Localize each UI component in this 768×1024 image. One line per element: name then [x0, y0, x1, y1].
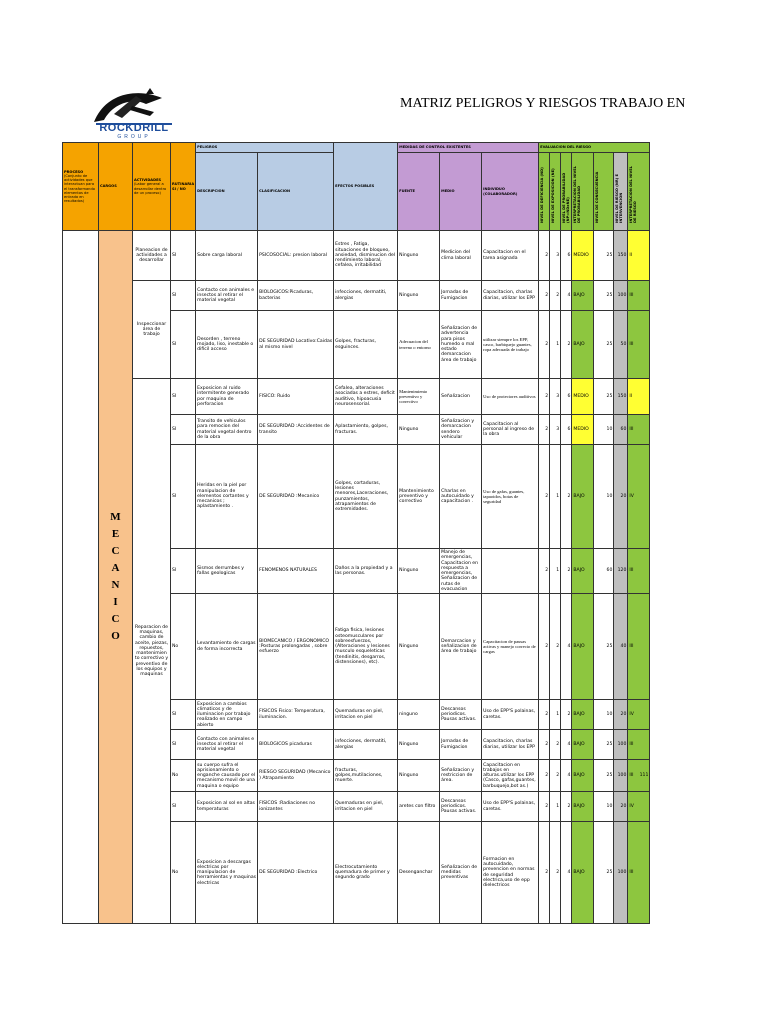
interp-np-cell: BAJO: [572, 594, 594, 700]
medio-cell: Demarcacion y señalizacion de área de trabajo: [440, 594, 482, 700]
rutinaria-cell: SI: [171, 379, 196, 415]
descripcion-cell: Exposicion a descargas electricas por manipulacion de herramientas y maquinas electricas: [196, 822, 258, 924]
fuente-cell: Ninguno: [398, 594, 440, 700]
fuente-cell: Adecuacion del terreno o entorno: [398, 311, 440, 379]
risk-matrix-table: [62, 142, 650, 924]
medio-cell: Descansos periodicos. Pausas activas.: [440, 792, 482, 822]
table-row: [63, 379, 650, 415]
medio-cell: Señalizacion de advertencia para pisos humedo o mal estado demarcacion área de trabajo: [440, 311, 482, 379]
interp-np-cell: BAJO: [572, 311, 594, 379]
nc-cell: 25: [594, 281, 614, 311]
individuo-cell: Capacitacion, charlas diarias, utilizar los EPP: [482, 730, 539, 760]
efectos-cell: fracturas, golpes,mutilaciones, muerte.: [334, 760, 398, 792]
fuente-cell: Mantenimiento preventivo y correctivo: [398, 379, 440, 415]
ne-cell: 2: [550, 822, 561, 924]
header-individuo: INDIVIDUO (COLABORADOR): [482, 153, 539, 231]
np-cell: 2: [561, 792, 572, 822]
interp-np-cell: BAJO: [572, 730, 594, 760]
individuo-cell: Capacitacion de pausas activas y manejo correcto de cargas: [482, 594, 539, 700]
efectos-cell: Cefalea, alteraciones asociadas a estres, deficit auditivo, hipoacusia neurosensorial.: [334, 379, 398, 415]
efectos-cell: Golpes, cortaduras, lesiones menores,Laceraciones, punzamientos, atrapamientos de extremidades.: [334, 445, 398, 549]
descripcion-cell: Sobre carga laboral: [196, 231, 258, 281]
header-nc: NIVEL DE CONSECUENCIA: [594, 153, 614, 231]
fuente-cell: Ninguno: [398, 549, 440, 594]
individuo-cell: Uso de gafas, guantes, tapaoidos, botas de seguridad: [482, 445, 539, 549]
efectos-cell: Daños a la propiedad y a las personas.: [334, 549, 398, 594]
table-row: [63, 281, 650, 311]
interp-nr-cell: III: [628, 281, 650, 311]
header-efectos: EFECTOS POSIBLES: [334, 143, 398, 231]
clasificacion-cell: FENOMENOS NATURALES: [258, 549, 334, 594]
clasificacion-cell: FISICOS Fisico: Temperatura, iluminacion.: [258, 700, 334, 730]
interp-nr-cell: III: [628, 415, 650, 445]
header-interp-np: INTERPRETACION DEL NIVEL DE PROBABILIDAD: [572, 153, 594, 231]
ne-cell: 1: [550, 792, 561, 822]
rutinaria-cell: SI: [171, 700, 196, 730]
interp-np-cell: MEDIO: [572, 415, 594, 445]
interp-nr-cell: II: [628, 379, 650, 415]
rutinaria-cell: SI: [171, 792, 196, 822]
fuente-cell: Ninguno: [398, 231, 440, 281]
nr-cell: 150: [614, 379, 628, 415]
nr-cell: 100: [614, 760, 628, 792]
nd-cell: 2: [539, 415, 550, 445]
nc-cell: 25: [594, 311, 614, 379]
medio-cell: Jornadas de Fumigacion: [440, 730, 482, 760]
clasificacion-cell: DE SEGURIDAD :Accidentes de transito: [258, 415, 334, 445]
nd-cell: 2: [539, 760, 550, 792]
header-proceso: PROCESO (Conjunto de actividades que interactuan para el transformando elementos de entrada en resultados): [63, 143, 99, 231]
nc-cell: 25: [594, 730, 614, 760]
np-cell: 4: [561, 822, 572, 924]
interp-nr-cell: IV: [628, 445, 650, 549]
nr-cell: 20: [614, 700, 628, 730]
interp-nr-cell: III: [628, 822, 650, 924]
nc-cell: 10: [594, 445, 614, 549]
rutinaria-cell: SI: [171, 281, 196, 311]
clasificacion-cell: RIESGO SEGURIDAD (Mecanico ) Atrapamiento: [258, 760, 334, 792]
ne-cell: 2: [550, 281, 561, 311]
header-rutinaria: RUTINARIA SI / NO: [171, 143, 196, 231]
nr-cell: 50: [614, 311, 628, 379]
individuo-cell: Uso de EPP'S polainas, caretas.: [482, 792, 539, 822]
header-ne: NIVEL DE EXPOSICION (NE): [550, 153, 561, 231]
clasificacion-cell: FISICOS :Radiaciones no ionizantes: [258, 792, 334, 822]
nr-cell: 100: [614, 822, 628, 924]
nd-cell: 2: [539, 281, 550, 311]
np-cell: 2: [561, 549, 572, 594]
nd-cell: 2: [539, 594, 550, 700]
nc-cell: 10: [594, 792, 614, 822]
nd-cell: 2: [539, 730, 550, 760]
np-cell: 4: [561, 281, 572, 311]
descripcion-cell: su cuerpo sufra el aprisionamiento o enganche causado por el mecanismo movil de una maquina o equipo: [196, 760, 258, 792]
nc-cell: 10: [594, 700, 614, 730]
nd-cell: 2: [539, 792, 550, 822]
efectos-cell: Electrocutamiento quemadura de primer y segundo grado: [334, 822, 398, 924]
nc-cell: 25: [594, 822, 614, 924]
interp-np-cell: BAJO: [572, 445, 594, 549]
ne-cell: 2: [550, 760, 561, 792]
header-medio: MEDIO: [440, 153, 482, 231]
nc-cell: 25: [594, 594, 614, 700]
interp-np-cell: BAJO: [572, 549, 594, 594]
fuente-cell: Ninguno: [398, 760, 440, 792]
nd-cell: 2: [539, 311, 550, 379]
np-cell: 2: [561, 445, 572, 549]
efectos-cell: infecciones, dermatiti, alergias: [334, 730, 398, 760]
nd-cell: 2: [539, 231, 550, 281]
nd-cell: 2: [539, 700, 550, 730]
nr-cell: 100: [614, 281, 628, 311]
efectos-cell: Estres , Fatiga, situaciones de bloqueo, ansiedad, disminucion del rendimiento laboral, cefalea, irritabilidad: [334, 231, 398, 281]
interp-nr-cell: III: [628, 594, 650, 700]
ne-cell: 1: [550, 700, 561, 730]
logo-text: ROCKDRILL: [99, 122, 169, 134]
clasificacion-cell: PSICOSOCIAL: presion laboral: [258, 231, 334, 281]
nr-cell: 40: [614, 594, 628, 700]
descripcion-cell: Desorden , terreno mojado, liso, inestable o dificil acceso: [196, 311, 258, 379]
interp-np-cell: BAJO: [572, 792, 594, 822]
header-interp-nr: INTERPRETACION DEL NIVEL DE RIESGO: [628, 153, 650, 231]
interp-np-cell: BAJO: [572, 760, 594, 792]
header-np: NIVEL DE PROBABILIDAD (NP=NDxNE): [561, 153, 572, 231]
nr-cell: 120: [614, 549, 628, 594]
fuente-cell: aretes con filtro: [398, 792, 440, 822]
rutinaria-cell: SI: [171, 311, 196, 379]
ne-cell: 3: [550, 415, 561, 445]
individuo-cell: Uso de protectores auditivos: [482, 379, 539, 415]
interp-nr-cell: [628, 760, 650, 792]
rutinaria-cell: No: [171, 594, 196, 700]
descripcion-cell: Levantamiento de cargas de forma incorrecta: [196, 594, 258, 700]
descripcion-cell: Contacto con animales e insectos al retirar el material vegetal: [196, 281, 258, 311]
np-cell: 6: [561, 415, 572, 445]
extra-value: 111: [639, 773, 649, 779]
fuente-cell: Ninguno: [398, 281, 440, 311]
descripcion-cell: Transito de vehiculos para remocion del material vegetal dentro de la obra: [196, 415, 258, 445]
medio-cell: Señalizacion de medidas preventivas: [440, 822, 482, 924]
nc-cell: 25: [594, 231, 614, 281]
nd-cell: 2: [539, 549, 550, 594]
descripcion-cell: Exposicion al ruido intermitente generado por maquina de perforacion: [196, 379, 258, 415]
header-clasificacion: CLASIFICACION: [258, 153, 334, 231]
medio-cell: Descansos periodicos. Pausas activas.: [440, 700, 482, 730]
nr-cell: 100: [614, 730, 628, 760]
rutinaria-cell: SI: [171, 231, 196, 281]
descripcion-cell: Exposicion al sol en altas temperaturas: [196, 792, 258, 822]
rutinaria-cell: SI: [171, 549, 196, 594]
np-cell: 2: [561, 311, 572, 379]
rutinaria-cell: SI: [171, 730, 196, 760]
clasificacion-cell: DE SEGURIDAD :Mecanico: [258, 445, 334, 549]
medio-cell: Jornadas de Fumigacion: [440, 281, 482, 311]
efectos-cell: Quemaduras en piel, irritacion en piel: [334, 792, 398, 822]
logo-subtext: GROUP: [117, 134, 151, 140]
interp-nr-cell: II: [628, 231, 650, 281]
descripcion-cell: Exposicion a cambios climaticos y de iluminacion por trabajo realizado en campo abierto: [196, 700, 258, 730]
ne-cell: 2: [550, 594, 561, 700]
fuente-cell: ninguno: [398, 700, 440, 730]
interp-np-cell: BAJO: [572, 700, 594, 730]
np-cell: 4: [561, 730, 572, 760]
interp-np-cell: MEDIO: [572, 231, 594, 281]
medio-cell: Señalizacion y restriccion de área.: [440, 760, 482, 792]
fuente-cell: Ninguno: [398, 415, 440, 445]
interp-nr-cell: III: [628, 730, 650, 760]
interp-nr-cell: IV: [628, 700, 650, 730]
nr-cell: 20: [614, 792, 628, 822]
clasificacion-cell: DE SEGURIDAD Locativo:Caidas al mismo nivel: [258, 311, 334, 379]
fuente-cell: Desenganchar: [398, 822, 440, 924]
fuente-cell: Ninguno: [398, 730, 440, 760]
individuo-cell: [482, 549, 539, 594]
descripcion-cell: Contacto con animales e insectos al retirar el material vegetal: [196, 730, 258, 760]
header-nr: NIVEL DE RIESGO (NR) E INTERVENCION: [614, 153, 628, 231]
nc-cell: 25: [594, 379, 614, 415]
interp-nr-cell: III: [628, 311, 650, 379]
efectos-cell: Aplastamiento, golpes, fracturas.: [334, 415, 398, 445]
ne-cell: 3: [550, 379, 561, 415]
activity-planeacion: Planeacion de actividades a desarrollar: [133, 231, 171, 281]
document-title: MATRIZ PELIGROS Y RIESGOS TRABAJO EN: [400, 96, 686, 111]
individuo-cell: Formacion en autocuidado, prevencion en normas de seguridad electrica,uso de epp dielectricos: [482, 822, 539, 924]
interp-nr-cell: III: [628, 549, 650, 594]
rutinaria-cell: SI: [171, 445, 196, 549]
descripcion-cell: Sismos derrumbes y fallas geologicas: [196, 549, 258, 594]
ne-cell: 1: [550, 311, 561, 379]
individuo-cell: utilizar siempre los EPP, casco, barbiquejo guantes, ropa adecuada de trabajo: [482, 311, 539, 379]
nr-cell: 60: [614, 415, 628, 445]
header-evaluacion: EVALUACION DEL RIESGO: [539, 143, 650, 153]
np-cell: 4: [561, 594, 572, 700]
nc-cell: 10: [594, 415, 614, 445]
individuo-cell: Capacitacion, charlas diarias, utilizar los EPP: [482, 281, 539, 311]
cargo-label: M E C A N I C O: [110, 510, 121, 643]
header-actividades: ACTIVIDADES (Labor general a desarrollar dentro de un proceso): [133, 143, 171, 231]
proceso-cell: [63, 231, 99, 924]
efectos-cell: Fatiga fisica, lesiones osteomusculares por sobreesfuerzos,(Alteraciones y lesiones musculo esqueleticas (tendinitis, desgarros, distensiones), etc).: [334, 594, 398, 700]
clasificacion-cell: BIOLOGICOS:Picaduras, bacterias: [258, 281, 334, 311]
nr-cell: 150: [614, 231, 628, 281]
header-peligros: PELIGROS: [196, 143, 334, 153]
medio-cell: Señalizacion y demarcacion sendero vehicular: [440, 415, 482, 445]
fuente-cell: Mantenimiento preventivo y correctivo: [398, 445, 440, 549]
header-medidas: MEDIDAS DE CONTROL EXISTENTES: [398, 143, 539, 153]
ne-cell: 1: [550, 445, 561, 549]
header-row-top: [63, 143, 650, 153]
interp-np-cell: BAJO: [572, 281, 594, 311]
header-nd: NIVEL DE DEFICIENCIA (ND): [539, 153, 550, 231]
np-cell: 6: [561, 231, 572, 281]
nc-cell: 25: [594, 760, 614, 792]
cargo-cell: [99, 231, 133, 924]
interp-np-cell: BAJO: [572, 822, 594, 924]
clasificacion-cell: FISICO: Ruido: [258, 379, 334, 415]
interp-nr-value: III: [629, 773, 634, 779]
clasificacion-cell: DE SEGURIDAD :Electrico: [258, 822, 334, 924]
efectos-cell: Quemaduras en piel, irritacion en piel: [334, 700, 398, 730]
rutinaria-cell: SI: [171, 415, 196, 445]
activity-inspeccionar: Inspeccionar área de trabajo: [133, 281, 171, 379]
medio-cell: Medicion del clima laboral: [440, 231, 482, 281]
clasificacion-cell: BIOMECANICO / ERGONOMICO :Posturas prolongadas , sobre esfuerzo: [258, 594, 334, 700]
ne-cell: 3: [550, 231, 561, 281]
clasificacion-cell: BIOLOGICOS picaduras: [258, 730, 334, 760]
np-cell: 2: [561, 700, 572, 730]
individuo-cell: Capacitacion en trabajos en alturas.utilizar los EPP (Casco, gafas,guantes, barbuquejo,bot as.): [482, 760, 539, 792]
medio-cell: Charlas en autocuidado y capacitacion .: [440, 445, 482, 549]
nd-cell: 2: [539, 379, 550, 415]
nr-cell: 20: [614, 445, 628, 549]
activity-reparacion: Reparacion de maquinas, cambio de aceite, piezas, repuestos, mantenimien to correctivo y preventivo de los equipos y maquinas: [133, 379, 171, 924]
np-cell: 4: [561, 760, 572, 792]
descripcion-cell: Heridas en la piel por manipulacion de elementos cortantes y mecanicos ; aplastamiento .: [196, 445, 258, 549]
header-cargos: CARGOS: [99, 143, 133, 231]
rutinaria-cell: No: [171, 760, 196, 792]
ne-cell: 1: [550, 549, 561, 594]
header-fuente: FUENTE: [398, 153, 440, 231]
nc-cell: 60: [594, 549, 614, 594]
table-row: [63, 231, 650, 281]
ne-cell: 2: [550, 730, 561, 760]
individuo-cell: Uso de EPP'S polainas, caretas.: [482, 700, 539, 730]
nd-cell: 2: [539, 445, 550, 549]
np-cell: 6: [561, 379, 572, 415]
medio-cell: Manejo de emergencias, Capacitacion en respuesta a emergencias, Señalizacion de rutas de evacuacion: [440, 549, 482, 594]
nd-cell: 2: [539, 822, 550, 924]
efectos-cell: infecciones, dermatiti, alergias: [334, 281, 398, 311]
individuo-cell: Capacitacion en el tarea asignada: [482, 231, 539, 281]
rutinaria-cell: No: [171, 822, 196, 924]
medio-cell: Señalizacion: [440, 379, 482, 415]
interp-np-cell: MEDIO: [572, 379, 594, 415]
individuo-cell: Capacitacion al personal al ingreso de la obra: [482, 415, 539, 445]
efectos-cell: Golpes, fracturas, esguinces.: [334, 311, 398, 379]
header-descripcion: DESCRIPCION: [196, 153, 258, 231]
interp-nr-cell: IV: [628, 792, 650, 822]
